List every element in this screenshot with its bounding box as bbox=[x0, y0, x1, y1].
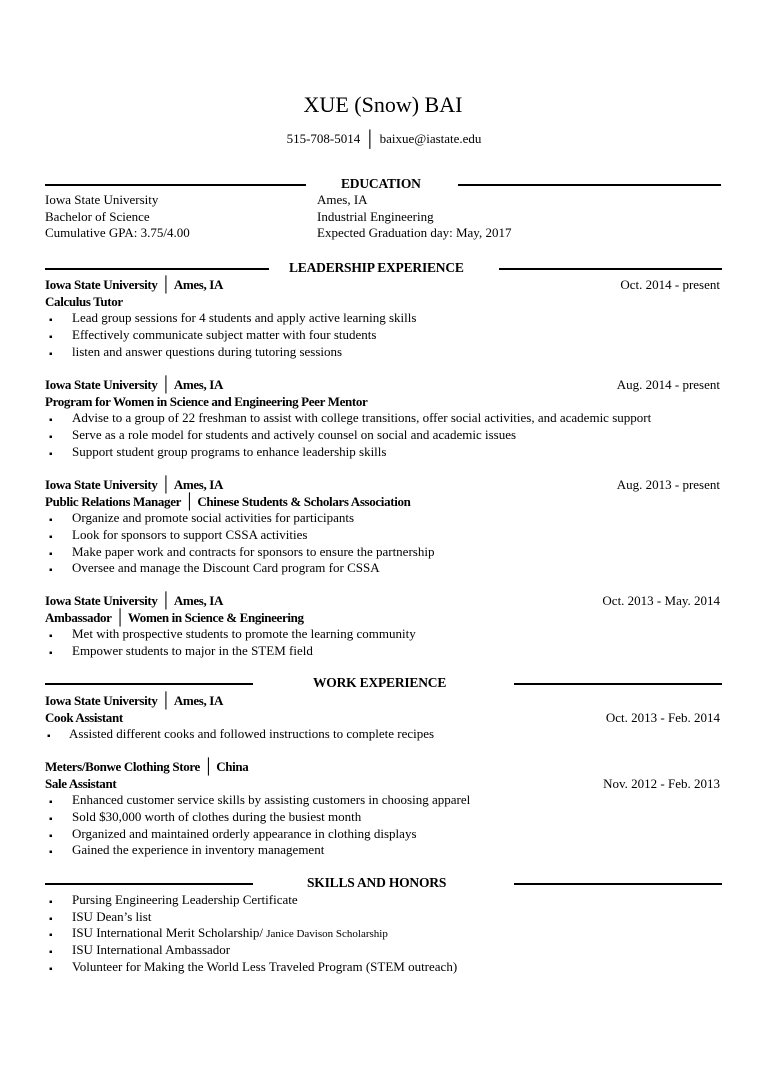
list-item: ▪ ISU International Ambassador bbox=[49, 942, 231, 959]
heading-rule-left bbox=[45, 683, 253, 685]
education-row bbox=[45, 225, 725, 242]
heading-rule-left bbox=[45, 883, 253, 885]
list-item: ▪ Organize and promote social activities for participants bbox=[49, 510, 355, 527]
education-left: Iowa State University bbox=[45, 192, 159, 207]
education-right: Expected Graduation day: May, 2017 bbox=[317, 225, 512, 241]
entry-org: Iowa State University │ Ames, IA bbox=[45, 377, 224, 393]
list-item: ▪ Met with prospective students to promote the learning community bbox=[49, 626, 416, 643]
list-item: ▪ Serve as a role model for students and actively counsel on social and academic issues bbox=[49, 427, 517, 444]
bullet-list bbox=[45, 410, 725, 460]
entry-role: Public Relations Manager │ Chinese Students & Scholars Association bbox=[45, 493, 411, 510]
entry-org: Iowa State University │ Ames, IA bbox=[45, 593, 224, 609]
heading-rule-right bbox=[499, 268, 722, 270]
bullet-list bbox=[45, 310, 725, 360]
education-section bbox=[45, 192, 725, 242]
list-item: ▪ Look for sponsors to support CSSA activities bbox=[49, 527, 308, 544]
list-item: ▪ ISU Dean’s list bbox=[49, 908, 152, 925]
entry-org: Iowa State University │ Ames, IA bbox=[45, 277, 224, 293]
candidate-name: XUE (Snow) BAI bbox=[303, 92, 463, 117]
entry-date: Nov. 2012 - Feb. 2013 bbox=[603, 775, 720, 791]
entry-role: Program for Women in Science and Engineering Peer Mentor bbox=[45, 393, 368, 409]
list-item: ▪ Oversee and manage the Discount Card program for CSSA bbox=[49, 560, 380, 577]
leadership-entry bbox=[45, 477, 725, 577]
list-item: ▪ Volunteer for Making the World Less Traveled Program (STEM outreach) bbox=[49, 958, 458, 975]
entry-role: Ambassador │ Women in Science & Engineering bbox=[45, 609, 304, 626]
work-heading bbox=[0, 675, 768, 693]
skills-section bbox=[45, 892, 725, 975]
list-item: ▪ Enhanced customer service skills by assisting customers in choosing apparel bbox=[49, 792, 471, 809]
bullet-list bbox=[45, 510, 725, 577]
contact-separator: │ bbox=[364, 131, 376, 148]
list-item: ▪ Pursing Engineering Leadership Certificate bbox=[49, 892, 298, 908]
leadership-heading bbox=[0, 260, 768, 278]
heading-rule-left bbox=[45, 268, 269, 270]
entry-org: Iowa State University │ Ames, IA bbox=[45, 693, 224, 709]
list-item: ▪ Effectively communicate subject matter with four students bbox=[49, 327, 377, 344]
entry-date: Aug. 2014 - present bbox=[616, 377, 720, 392]
entry-role: Sale Assistant bbox=[45, 775, 117, 791]
bullet-list bbox=[45, 892, 725, 975]
entry-role: Calculus Tutor bbox=[45, 293, 123, 309]
entry-date: Oct. 2013 - May. 2014 bbox=[602, 593, 720, 608]
education-left: Cumulative GPA: 3.75/4.00 bbox=[45, 225, 190, 241]
email: baixue@iastate.edu bbox=[379, 131, 482, 146]
entry-date: Oct. 2014 - present bbox=[620, 277, 720, 292]
leadership-entry bbox=[45, 377, 725, 460]
entry-org: Iowa State University │ Ames, IA bbox=[45, 477, 224, 493]
entry-role: Cook Assistant bbox=[45, 709, 123, 725]
education-right: Industrial Engineering bbox=[317, 208, 434, 224]
leadership-entry bbox=[45, 277, 725, 360]
education-right: Ames, IA bbox=[317, 192, 368, 207]
education-row bbox=[45, 192, 725, 209]
list-item: ▪ Assisted different cooks and followed instructions to complete recipes bbox=[47, 726, 435, 743]
bullet-list bbox=[45, 792, 725, 859]
entry-date: Aug. 2013 - present bbox=[616, 477, 720, 492]
education-row bbox=[45, 209, 725, 226]
bullet-list bbox=[45, 626, 725, 659]
education-left: Bachelor of Science bbox=[45, 208, 150, 224]
list-item: ▪ listen and answer questions during tutoring sessions bbox=[49, 343, 343, 360]
list-item: ▪ Sold $30,000 worth of clothes during the busiest month bbox=[49, 809, 362, 826]
section-title: SKILLS AND HONORS bbox=[307, 875, 447, 890]
entry-org: Meters/Bonwe Clothing Store │ China bbox=[45, 759, 249, 775]
list-item: ▪ Advise to a group of 22 freshman to assist with college transitions, offer social activities, and academic support bbox=[49, 410, 652, 427]
heading-rule-right bbox=[514, 883, 722, 885]
list-item: ▪ Make paper work and contracts for sponsors to ensure the partnership bbox=[49, 543, 435, 560]
section-title: LEADERSHIP EXPERIENCE bbox=[289, 260, 464, 275]
section-title: EDUCATION bbox=[341, 176, 421, 191]
heading-rule-right bbox=[514, 683, 722, 685]
work-entry bbox=[45, 693, 725, 743]
section-title: WORK EXPERIENCE bbox=[313, 675, 447, 690]
list-item: ▪ Lead group sessions for 4 students and apply active learning skills bbox=[49, 310, 417, 327]
bullet-list bbox=[45, 726, 725, 743]
work-entry bbox=[45, 759, 725, 859]
list-item: ▪ Gained the experience in inventory management bbox=[49, 842, 325, 859]
heading-rule-right bbox=[458, 184, 721, 186]
list-item: ▪ Organized and maintained orderly appearance in clothing displays bbox=[49, 825, 417, 842]
list-item: ▪ Empower students to major in the STEM field bbox=[49, 643, 313, 660]
list-item: ▪ Support student group programs to enhance leadership skills bbox=[49, 443, 387, 460]
entry-date: Oct. 2013 - Feb. 2014 bbox=[605, 709, 720, 725]
leadership-entry bbox=[45, 593, 725, 660]
skills-heading bbox=[0, 875, 768, 893]
list-item: ▪ ISU International Merit Scholarship/ Janice Davison Scholarship bbox=[49, 925, 388, 942]
contact-line bbox=[0, 131, 768, 148]
heading-rule-left bbox=[45, 184, 306, 186]
phone: 515-708-5014 bbox=[286, 131, 361, 146]
